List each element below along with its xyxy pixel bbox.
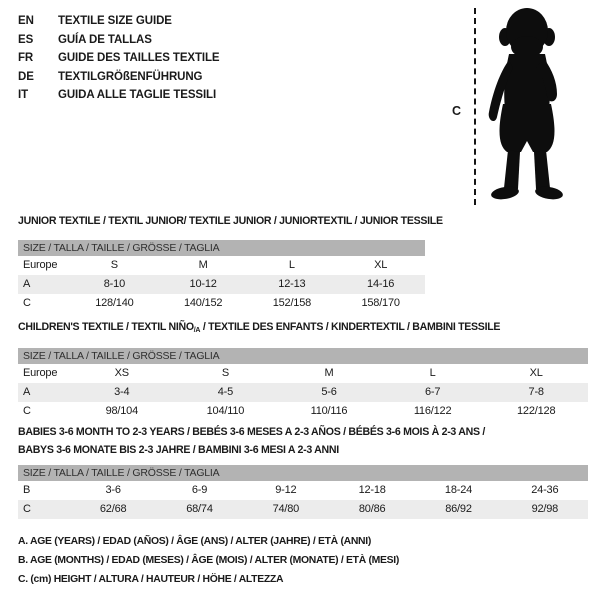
table-row-months xyxy=(18,481,588,500)
lang-code: FR xyxy=(18,52,34,65)
size-header-bar: SIZE / TALLA / TAILLE / GRÖSSE / TAGLIA xyxy=(18,240,425,256)
cell: 74/80 xyxy=(272,503,300,515)
cell: 62/68 xyxy=(99,503,127,515)
lang-title: GUÍA DE TALLAS xyxy=(58,33,152,46)
cell: 116/122 xyxy=(413,405,452,417)
cell: 110/116 xyxy=(310,405,348,417)
cell: XL xyxy=(374,259,388,271)
cell: XL xyxy=(529,367,543,379)
lang-code: ES xyxy=(18,33,34,46)
lang-title: TEXTILE SIZE GUIDE xyxy=(58,15,172,27)
cell: 128/140 xyxy=(95,297,134,309)
cell: 8-10 xyxy=(103,278,125,290)
cell: 158/170 xyxy=(361,297,400,309)
cell: 18-24 xyxy=(444,484,473,496)
table-row-europe xyxy=(18,256,425,275)
row-label: C xyxy=(23,297,31,309)
language-row-es xyxy=(18,31,220,50)
language-header xyxy=(18,12,220,105)
table-row-height xyxy=(18,402,588,421)
note-a: A. AGE (YEARS) / EDAD (AÑOS) / ÂGE (ANS) / ALTER (JAHRE) / ETÀ (ANNI) xyxy=(18,536,371,547)
table-row-europe xyxy=(18,364,588,383)
cell: 10-12 xyxy=(189,278,217,290)
title-subscript: /A xyxy=(193,327,201,334)
size-header-bar: SIZE / TALLA / TAILLE / GRÖSSE / TAGLIA xyxy=(18,465,588,481)
cell: 6-7 xyxy=(424,386,441,398)
junior-table xyxy=(18,240,425,313)
row-label: A xyxy=(23,278,31,290)
lang-title: GUIDE DES TAILLES TEXTILE xyxy=(58,52,220,65)
cell: 5-6 xyxy=(321,386,337,398)
cell: 12-13 xyxy=(278,278,306,290)
table-row-age xyxy=(18,275,425,294)
title-line-2: BABYS 3-6 MONATE BIS 2-3 JAHRE / BAMBINI 3-6 MESI A 2-3 ANNI xyxy=(18,443,339,456)
language-row-de xyxy=(18,68,220,87)
lang-code: EN xyxy=(18,15,34,27)
cell: 14-16 xyxy=(367,278,395,290)
cell: 4-5 xyxy=(217,386,234,398)
legend-notes xyxy=(18,533,399,589)
title-line-1: BABIES 3-6 MONTH TO 2-3 YEARS / BEBÉS 3-6 MESES A 2-3 AÑOS / BÉBÉS 3-6 MOIS À 2-3 ANS / xyxy=(18,426,486,438)
cell: 140/152 xyxy=(183,297,223,309)
row-label: Europe xyxy=(23,259,58,271)
cell: 122/128 xyxy=(517,405,556,417)
lang-title: GUIDA ALLE TAGLIE TESSILI xyxy=(58,89,217,102)
cell: S xyxy=(221,367,229,379)
language-row-fr xyxy=(18,49,220,68)
cell: 7-8 xyxy=(528,386,544,398)
cell: 86/92 xyxy=(445,503,472,515)
table-row-height xyxy=(18,294,425,313)
title-suffix: / TEXTILE DES ENFANTS / KINDERTEXTIL / BAMBINI TESSILE xyxy=(200,321,501,333)
cell: S xyxy=(110,259,118,271)
row-label: B xyxy=(23,484,31,496)
cell: 24-36 xyxy=(531,484,559,496)
note-c: C. (cm) HEIGHT / ALTURA / HAUTEUR / HÖHE / ALTEZZA xyxy=(18,573,284,585)
lang-code: DE xyxy=(18,70,34,83)
row-label: Europe xyxy=(23,367,58,379)
cell: 152/158 xyxy=(272,297,312,309)
cell: 104/110 xyxy=(206,405,245,417)
cell: XS xyxy=(114,367,129,379)
cell: L xyxy=(288,259,295,271)
cell: 3-6 xyxy=(105,484,121,496)
row-label: A xyxy=(23,386,31,398)
cell: M xyxy=(324,367,334,379)
cell: 12-18 xyxy=(358,484,386,496)
lang-code: IT xyxy=(18,89,29,102)
babies-table xyxy=(18,465,588,519)
language-row-en xyxy=(18,12,220,31)
table-row-height xyxy=(18,500,588,519)
note-b: B. AGE (MONTHS) / EDAD (MESES) / ÂGE (MOIS) / ALTER (MONATE) / ETÀ (MESI) xyxy=(18,554,400,566)
junior-table-title: JUNIOR TEXTILE / TEXTIL JUNIOR/ TEXTILE JUNIOR / JUNIORTEXTIL / JUNIOR TESSILE xyxy=(18,215,443,227)
cell: 3-4 xyxy=(114,386,130,398)
cell: M xyxy=(198,259,208,271)
cell: 6-9 xyxy=(191,484,208,496)
cell: 68/74 xyxy=(186,503,213,515)
baby-silhouette-icon xyxy=(478,4,578,209)
children-table-title xyxy=(18,321,500,334)
lang-title: TEXTILGRÖßENFÜHRUNG xyxy=(58,70,203,83)
cell: 9-12 xyxy=(275,484,297,496)
row-label: C xyxy=(23,503,31,515)
title-prefix: CHILDREN'S TEXTILE / TEXTIL NIÑO xyxy=(18,321,194,333)
height-measure-label: C xyxy=(452,104,462,118)
height-measure-line xyxy=(474,8,476,205)
size-header-bar: SIZE / TALLA / TAILLE / GRÖSSE / TAGLIA xyxy=(18,348,588,364)
cell: 80/86 xyxy=(358,503,386,515)
children-table xyxy=(18,348,588,421)
cell: 98/104 xyxy=(105,405,139,417)
cell: 92/98 xyxy=(531,503,559,515)
table-row-age xyxy=(18,383,588,402)
language-row-it xyxy=(18,86,220,105)
cell: L xyxy=(429,367,436,379)
babies-table-title xyxy=(18,424,593,459)
row-label: C xyxy=(23,405,31,417)
